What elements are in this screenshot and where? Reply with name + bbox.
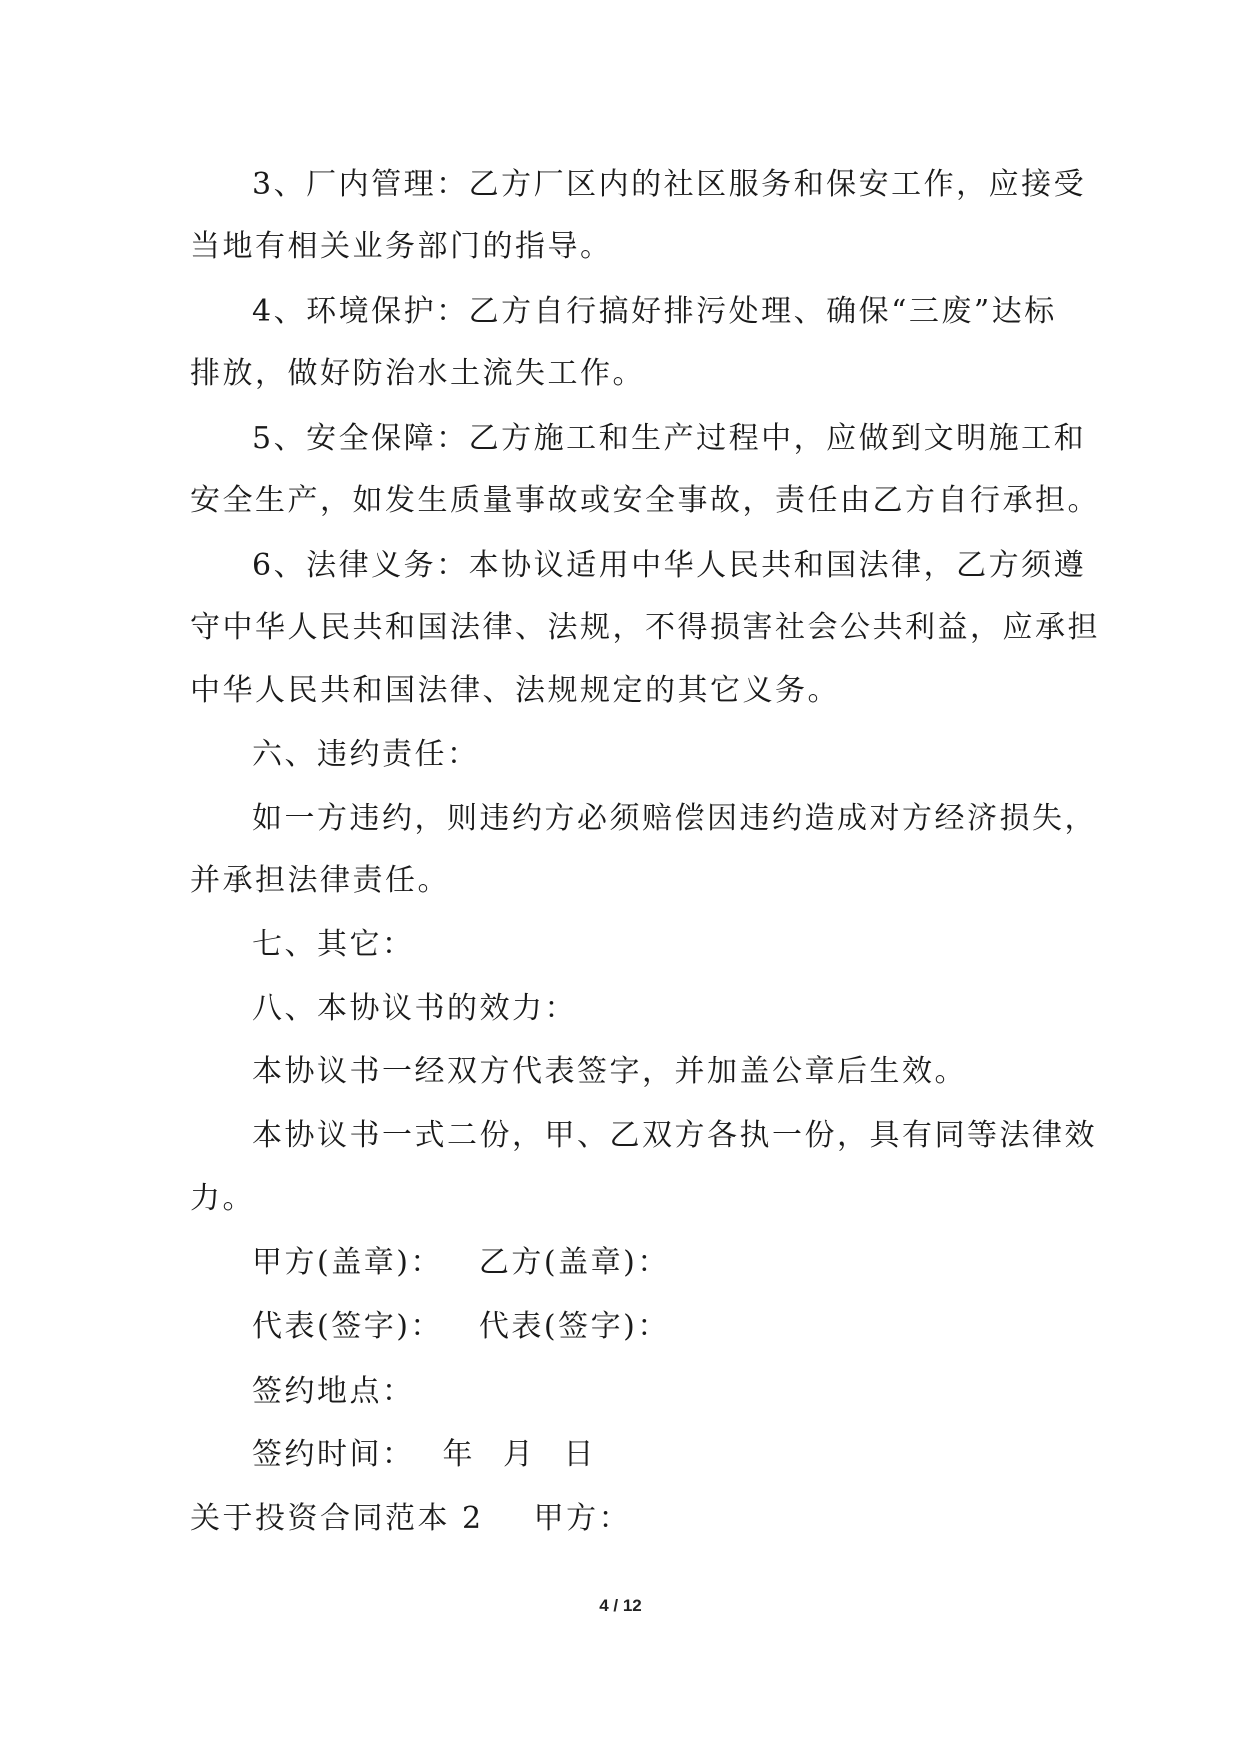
effect-line-2: 本协议书一式二份，甲、乙双方各执一份，具有同等法律效	[252, 1118, 1097, 1153]
date-year: 年	[442, 1437, 475, 1472]
party-a-seal-label: 甲方(盖章)：	[252, 1245, 443, 1280]
next-contract-heading-row	[190, 1499, 631, 1539]
date-month: 月	[503, 1437, 536, 1472]
party-b-rep-label: 代表(签字)：	[478, 1309, 670, 1344]
date-day: 日	[563, 1437, 596, 1472]
clause-5-line-1: 5、安全保障：乙方施工和生产过程中，应做到文明施工和	[252, 421, 1087, 456]
clause-6-line-1: 6、法律义务：本协议适用中华人民共和国法律，乙方须遵	[252, 548, 1087, 583]
signing-time-label: 签约时间：	[252, 1437, 415, 1472]
signing-time-row	[252, 1435, 596, 1475]
clause-6-line-3: 中华人民共和国法律、法规规定的其它义务。	[190, 673, 840, 708]
clause-4-line-1: 4、环境保护：乙方自行搞好排污处理、确保“三废”达标	[252, 294, 1057, 329]
clause-3-line-2: 当地有相关业务部门的指导。	[190, 229, 613, 264]
next-contract-title: 关于投资合同范本 2	[190, 1501, 484, 1536]
breach-line-1: 如一方违约，则违约方必须赔偿因违约造成对方经济损失，	[252, 801, 1097, 836]
party-b-seal-label: 乙方(盖章)：	[478, 1245, 670, 1280]
section-heading-other: 七、其它：	[252, 927, 415, 962]
representative-row	[252, 1307, 670, 1347]
seal-row	[252, 1243, 670, 1283]
section-heading-effect: 八、本协议书的效力：	[252, 991, 577, 1026]
effect-line-3: 力。	[190, 1181, 255, 1216]
signing-location-label: 签约地点：	[252, 1374, 415, 1409]
clause-6-line-2: 守中华人民共和国法律、法规，不得损害社会公共利益，应承担	[190, 610, 1100, 645]
clause-3-line-1: 3、厂内管理：乙方厂区内的社区服务和保安工作，应接受	[252, 167, 1087, 202]
page-number: 4 / 12	[599, 1596, 642, 1615]
effect-line-1: 本协议书一经双方代表签字，并加盖公章后生效。	[252, 1054, 967, 1089]
section-heading-breach: 六、违约责任：	[252, 737, 480, 772]
breach-line-2: 并承担法律责任。	[190, 863, 450, 898]
party-a-rep-label: 代表(签字)：	[252, 1309, 443, 1344]
next-contract-party-a: 甲方：	[533, 1501, 632, 1536]
clause-5-line-2: 安全生产，如发生质量事故或安全事故，责任由乙方自行承担。	[190, 483, 1100, 518]
clause-4-line-2: 排放，做好防治水土流失工作。	[190, 356, 645, 391]
